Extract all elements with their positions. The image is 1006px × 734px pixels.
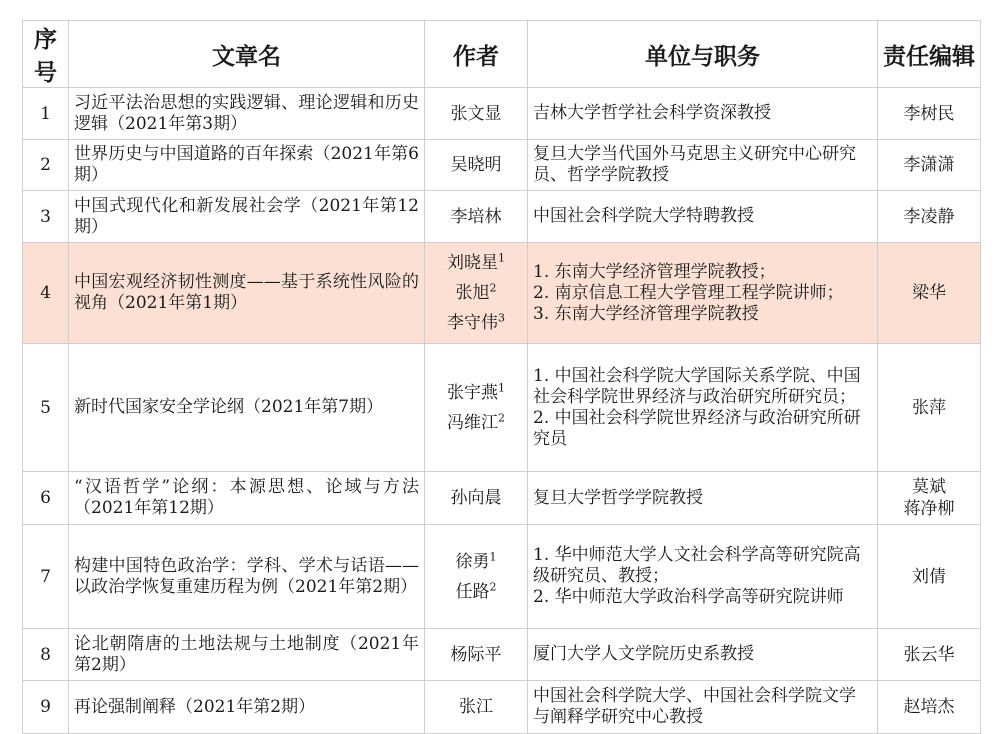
row-number: 7 <box>23 525 69 629</box>
affiliation-text: 1. 中国社会科学院大学国际关系学院、中国社会科学院世界经济与政治研究所研究员； <box>533 365 861 407</box>
author-name <box>430 487 522 509</box>
author-name <box>430 581 522 603</box>
affiliation-text: 中国社会科学院大学、中国社会科学院文学与阐释学研究中心教授 <box>533 686 856 727</box>
author-name-text: 冯维江 <box>447 412 498 433</box>
affiliation-cell <box>528 88 878 140</box>
articles-table <box>22 20 981 734</box>
editor-cell <box>878 191 981 243</box>
author-name-text: 张宇燕 <box>447 382 498 403</box>
author-footnote-marker: 3 <box>498 311 505 325</box>
affiliation-text: 厦门大学人文学院历史系教授 <box>533 644 754 664</box>
editor-name: 李凌静 <box>903 206 955 227</box>
author-footnote-marker: 1 <box>489 549 497 563</box>
affiliation-cell <box>528 681 878 734</box>
author-name-text: 李守伟 <box>447 313 498 333</box>
author-name <box>430 412 522 434</box>
author-cell <box>425 191 528 243</box>
editor-cell <box>878 629 981 681</box>
author-name <box>430 551 522 573</box>
affiliation-text: 2. 中国社会科学院世界经济与政治研究所研究员 <box>533 407 861 449</box>
table-row <box>23 88 981 140</box>
author-name <box>430 103 522 125</box>
table-row <box>23 681 981 734</box>
affiliation-text: 复旦大学哲学学院教授 <box>533 487 703 508</box>
editor-cell <box>878 243 981 344</box>
table-row <box>23 243 981 344</box>
article-title: “汉语哲学”论纲：本源思想、论域与方法（2021年第12期） <box>69 472 425 525</box>
table-row <box>23 629 981 681</box>
author-name-text: 张旭 <box>455 283 490 303</box>
article-title: 论北朝隋唐的土地法规与土地制度（2021年第2期） <box>69 629 425 681</box>
article-title: 世界历史与中国道路的百年探索（2021年第6期） <box>69 140 425 191</box>
author-name-text: 任路 <box>455 581 490 602</box>
table-row <box>23 344 981 472</box>
editor-name: 李潇潇 <box>903 155 955 175</box>
affiliation-cell <box>528 243 878 344</box>
author-name <box>430 644 522 666</box>
editor-cell <box>878 140 981 191</box>
row-number: 6 <box>23 472 69 525</box>
editor-cell <box>878 472 981 525</box>
author-name-text: 徐勇 <box>455 551 490 572</box>
author-cell <box>425 140 528 191</box>
row-number: 3 <box>23 191 69 243</box>
author-footnote-marker: 2 <box>489 579 497 593</box>
row-number: 9 <box>23 681 69 734</box>
article-title: 构建中国特色政治学：学科、学术与话语——以政治学恢复重建历程为例（2021年第2期） <box>69 525 425 629</box>
author-name-text: 吴晓明 <box>450 155 502 175</box>
table-row <box>23 140 981 191</box>
affiliation-cell <box>528 191 878 243</box>
row-number: 1 <box>23 88 69 140</box>
header-author: 作者 <box>425 21 528 88</box>
affiliation-text: 吉林大学哲学社会科学资深教授 <box>533 103 771 123</box>
row-number: 2 <box>23 140 69 191</box>
affiliation-text: 中国社会科学院大学特聘教授 <box>533 206 754 226</box>
author-cell <box>425 525 528 629</box>
author-footnote-marker: 1 <box>498 380 505 394</box>
editor-name: 赵培杰 <box>903 697 955 717</box>
author-name-text: 孙向晨 <box>450 488 502 508</box>
author-name <box>430 252 522 274</box>
table-row <box>23 472 981 525</box>
author-footnote-marker: 1 <box>498 251 505 265</box>
table-row <box>23 191 981 243</box>
editor-cell <box>878 525 981 629</box>
affiliation-cell <box>528 472 878 525</box>
editor-name: 梁华 <box>912 283 946 303</box>
author-name <box>430 282 522 304</box>
table-body <box>23 88 981 734</box>
author-footnote-marker: 2 <box>498 410 505 424</box>
article-title: 中国宏观经济韧性测度——基于系统性风险的视角（2021年第1期） <box>69 243 425 344</box>
editor-name: 蒋净柳 <box>903 499 955 519</box>
affiliation-text: 复旦大学当代国外马克思主义研究中心研究员、哲学学院教授 <box>533 144 856 185</box>
table-row <box>23 525 981 629</box>
author-name-text: 杨际平 <box>450 644 502 665</box>
author-name-text: 张文显 <box>450 103 502 124</box>
row-number: 4 <box>23 243 69 344</box>
affiliation-text: 2. 华中师范大学政治科学高等研究院讲师 <box>533 587 844 607</box>
author-cell <box>425 629 528 681</box>
affiliation-cell <box>528 344 878 472</box>
editor-name: 张萍 <box>912 397 946 418</box>
editor-cell <box>878 681 981 734</box>
header-row <box>23 21 981 88</box>
author-cell <box>425 243 528 344</box>
affiliation-text: 1. 华中师范大学人文社会科学高等研究院高级研究员、教授； <box>533 545 861 586</box>
author-cell <box>425 88 528 140</box>
article-title: 中国式现代化和新发展社会学（2021年第12期） <box>69 191 425 243</box>
affiliation-text: 3. 东南大学经济管理学院教授 <box>533 303 759 324</box>
author-cell <box>425 681 528 734</box>
author-name <box>430 696 522 718</box>
affiliation-text: 2. 南京信息工程大学管理工程学院讲师； <box>533 282 844 303</box>
editor-cell <box>878 88 981 140</box>
editor-name: 莫斌 <box>912 477 946 497</box>
affiliation-cell <box>528 525 878 629</box>
row-number: 8 <box>23 629 69 681</box>
author-name <box>430 154 522 176</box>
row-number: 5 <box>23 344 69 472</box>
header-editor: 责任编辑 <box>878 21 981 88</box>
affiliation-cell <box>528 140 878 191</box>
affiliation-cell <box>528 629 878 681</box>
article-title: 习近平法治思想的实践逻辑、理论逻辑和历史逻辑（2021年第3期） <box>69 88 425 140</box>
editor-name: 刘倩 <box>912 566 946 587</box>
header-no: 序号 <box>23 21 69 88</box>
author-name <box>430 206 522 228</box>
article-title: 新时代国家安全学论纲（2021年第7期） <box>69 344 425 472</box>
author-cell <box>425 472 528 525</box>
article-title: 再论强制阐释（2021年第2期） <box>69 681 425 734</box>
author-footnote-marker: 2 <box>489 281 497 295</box>
author-name-text: 李培林 <box>450 206 502 227</box>
header-affiliation: 单位与职务 <box>528 21 878 88</box>
author-name-text: 张江 <box>459 697 493 717</box>
editor-name: 张云华 <box>903 644 955 665</box>
editor-cell <box>878 344 981 472</box>
affiliation-text: 1. 东南大学经济管理学院教授； <box>533 261 776 282</box>
author-name-text: 刘晓星 <box>447 253 498 273</box>
author-name <box>430 382 522 404</box>
author-cell <box>425 344 528 472</box>
author-name <box>430 312 522 334</box>
header-title: 文章名 <box>69 21 425 88</box>
editor-name: 李树民 <box>903 103 955 124</box>
